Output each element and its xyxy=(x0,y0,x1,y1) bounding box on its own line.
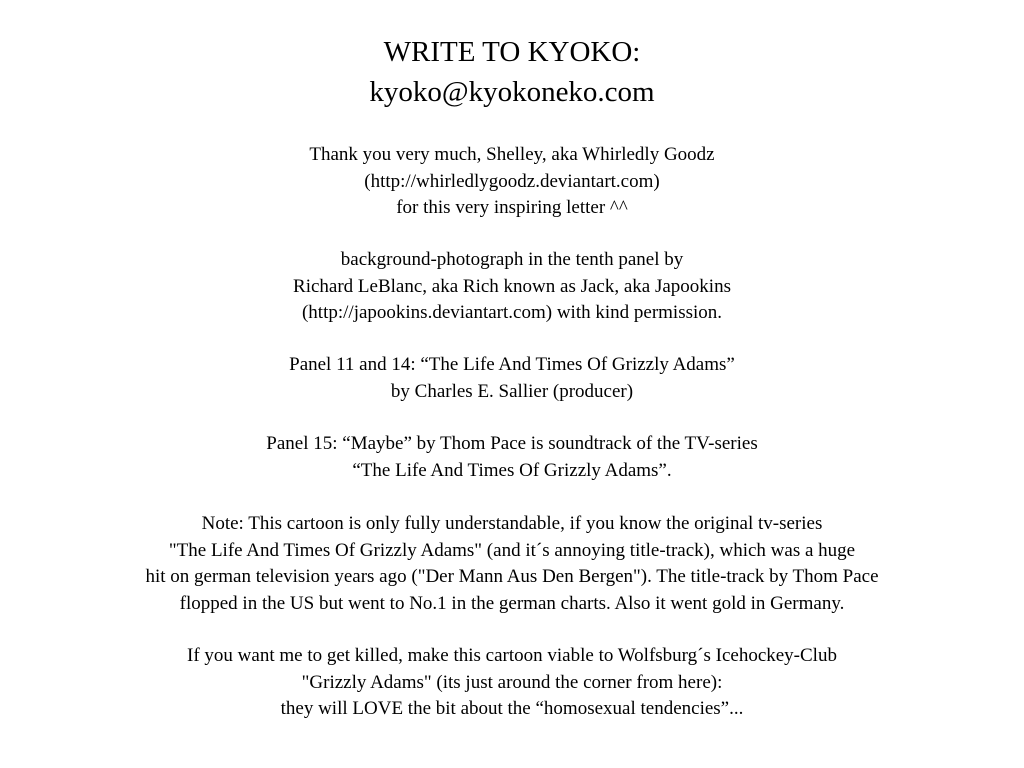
thanks-paragraph xyxy=(0,142,1024,222)
text-line: (http://japookins.deviantart.com) with kind permission. xyxy=(301,302,723,323)
text-line: flopped in the US but went to No.1 in the german charts. Also it went gold in Germany. xyxy=(179,592,845,614)
note-paragraph xyxy=(0,511,1024,617)
text-line: (http://whirledlygoodz.deviantart.com) xyxy=(364,170,660,192)
header xyxy=(0,32,1024,112)
closing-paragraph xyxy=(0,643,1024,723)
text-line: “The Life And Times Of Grizzly Adams”. xyxy=(352,459,672,481)
photo-credit-paragraph xyxy=(0,247,1024,327)
text-line: Panel 15: “Maybe” by Thom Pace is soundtrack of the TV-series xyxy=(266,433,758,454)
text-line: they will LOVE the bit about the “homosexual tendencies”... xyxy=(280,698,744,719)
text-line: for this very inspiring letter ^^ xyxy=(396,197,628,218)
text-line: Richard LeBlanc, aka Rich known as Jack, aka Japookins xyxy=(293,275,731,297)
text-line: by Charles E. Sallier (producer) xyxy=(390,380,634,402)
contact-email: kyoko@kyokoneko.com xyxy=(369,76,655,108)
soundtrack-credit-paragraph xyxy=(0,431,1024,484)
text-line: "Grizzly Adams" (its just around the corner from here): xyxy=(301,671,723,693)
text-line: Note: This cartoon is only fully understandable, if you know the original tv-series xyxy=(201,513,823,534)
text-line: hit on german television years ago ("Der Mann Aus Den Bergen"). The title-track by Thom Pace xyxy=(145,566,879,587)
page-title: WRITE TO KYOKO: xyxy=(383,36,641,68)
text-line: Panel 11 and 14: “The Life And Times Of Grizzly Adams” xyxy=(289,354,735,375)
panel-credit-paragraph xyxy=(0,352,1024,405)
text-line: Thank you very much, Shelley, aka Whirledly Goodz xyxy=(309,144,715,165)
text-line: If you want me to get killed, make this cartoon viable to Wolfsburg´s Icehockey-Club xyxy=(187,645,837,666)
text-line: background-photograph in the tenth panel by xyxy=(340,249,684,270)
text-line: "The Life And Times Of Grizzly Adams" (and it´s annoying title-track), which was a huge xyxy=(168,539,856,561)
